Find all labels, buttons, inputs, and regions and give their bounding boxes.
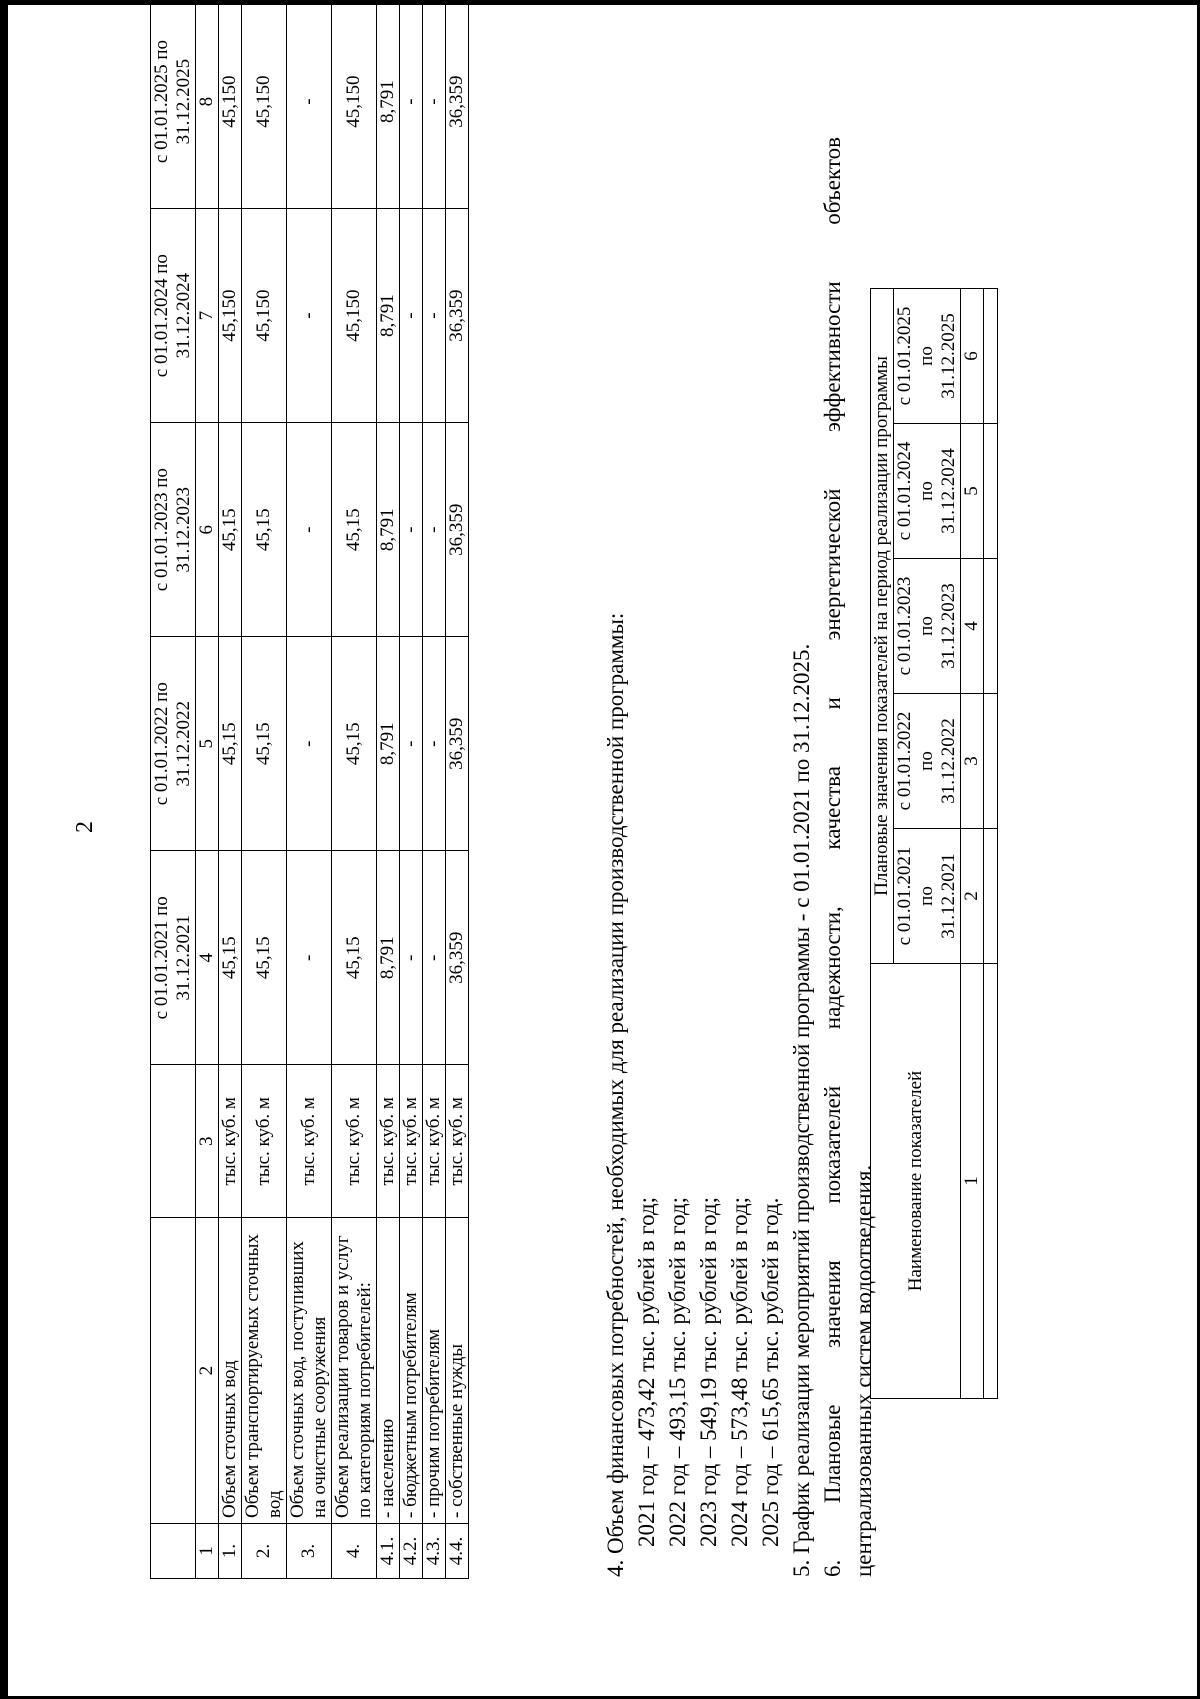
row-value: 36,359 — [446, 637, 469, 851]
row-value: 45,15 — [242, 637, 287, 851]
row-name: - населению — [377, 1218, 400, 1524]
row-value: 36,359 — [446, 851, 469, 1065]
period-header: с 01.01.2024 по 31.12.2024 — [894, 424, 961, 559]
row-number: 2. — [242, 1523, 287, 1578]
column-number: 6 — [196, 423, 219, 637]
column-number: 2 — [961, 829, 984, 964]
column-number: 3 — [196, 1065, 219, 1218]
row-value: 45,15 — [332, 423, 377, 637]
row-value: 45,15 — [242, 851, 287, 1065]
row-value: - — [423, 423, 446, 637]
row-name: Объем транспортируемых сточных вод — [242, 1218, 287, 1524]
row-name: - прочим потребителям — [423, 1218, 446, 1524]
column-number: 4 — [196, 851, 219, 1065]
row-value: 36,359 — [446, 209, 469, 423]
column-number-row — [961, 288, 984, 1398]
empty-cell — [984, 694, 998, 829]
column-number: 3 — [961, 694, 984, 829]
column-number: 5 — [196, 637, 219, 851]
row-unit: тыс. куб. м — [446, 1065, 469, 1218]
row-unit: тыс. куб. м — [332, 1065, 377, 1218]
table-row — [423, 0, 446, 1579]
empty-cell — [984, 424, 998, 559]
body-text — [600, 137, 879, 1577]
row-value: - — [400, 637, 423, 851]
row-value: - — [287, 423, 332, 637]
row-value: 36,359 — [446, 423, 469, 637]
row-value: - — [287, 0, 332, 209]
table-row — [219, 0, 242, 1579]
row-value: 8,791 — [377, 0, 400, 209]
row-value: 45,15 — [332, 851, 377, 1065]
row-value: 45,15 — [219, 851, 242, 1065]
header-period: с 01.01.2024 по 31.12.2024 — [151, 209, 196, 423]
column-number: 6 — [961, 288, 984, 423]
planned-values-header: Плановые значения показателей на период реализации программы — [871, 288, 894, 963]
row-value: 45,150 — [219, 0, 242, 209]
row-number: 3. — [287, 1523, 332, 1578]
table-row — [242, 0, 287, 1579]
row-value: - — [423, 209, 446, 423]
column-number: 1 — [196, 1523, 219, 1578]
row-value: 45,150 — [332, 0, 377, 209]
row-number: 4.1. — [377, 1523, 400, 1578]
section-6-text-line1: 6. Плановые значения показателей надежности, качества и энергетической эффективности объектов — [820, 137, 845, 1577]
column-number-row — [196, 0, 219, 1579]
header-cell-empty — [151, 1218, 196, 1524]
row-value: - — [287, 851, 332, 1065]
row-value: - — [287, 209, 332, 423]
period-header: с 01.01.2021 по 31.12.2021 — [894, 829, 961, 964]
row-unit: тыс. куб. м — [219, 1065, 242, 1218]
row-value: 8,791 — [377, 209, 400, 423]
empty-cell — [984, 829, 998, 964]
table-row — [332, 0, 377, 1579]
column-number: 1 — [961, 964, 984, 1399]
row-value: 45,15 — [219, 637, 242, 851]
row-name: - бюджетным потребителям — [400, 1218, 423, 1524]
row-unit: тыс. куб. м — [242, 1065, 287, 1218]
row-name: - собственные нужды — [446, 1218, 469, 1524]
header-period: с 01.01.2023 по 31.12.2023 — [151, 423, 196, 637]
row-value: - — [423, 637, 446, 851]
row-number: 4. — [332, 1523, 377, 1578]
row-unit: тыс. куб. м — [423, 1065, 446, 1218]
row-value: - — [400, 209, 423, 423]
row-value: 8,791 — [377, 637, 400, 851]
table-header-row — [151, 0, 196, 1579]
financial-item: 2025 год – 615,65 тыс. рублей в год. — [758, 1197, 783, 1547]
row-number: 4.2. — [400, 1523, 423, 1578]
row-value: 45,15 — [332, 637, 377, 851]
table-row — [377, 0, 400, 1579]
financial-item: 2024 год – 573,48 тыс. рублей в год; — [727, 1196, 752, 1547]
financial-item: 2022 год – 493,15 тыс. рублей в год; — [665, 1196, 690, 1547]
production-volume-table — [150, 0, 469, 1579]
column-number: 8 — [196, 0, 219, 209]
financial-item: 2021 год – 473,42 тыс. рублей в год; — [634, 1196, 659, 1547]
period-header: с 01.01.2023 по 31.12.2023 — [894, 559, 961, 694]
page-number: 2 — [72, 821, 98, 833]
row-name: Объем сточных вод, поступивших на очистные сооружения — [287, 1218, 332, 1524]
column-number: 2 — [196, 1218, 219, 1524]
row-value: 45,150 — [332, 209, 377, 423]
empty-cell — [984, 964, 998, 1399]
header-period: с 01.01.2022 по 31.12.2022 — [151, 637, 196, 851]
section-5-text: 5. График реализации мероприятий производственной программы - с 01.01.2021 по 31.12.2025. — [789, 643, 814, 1577]
column-number: 5 — [961, 424, 984, 559]
row-value: - — [400, 0, 423, 209]
row-value: - — [400, 851, 423, 1065]
row-unit: тыс. куб. м — [287, 1065, 332, 1218]
row-value: - — [423, 0, 446, 209]
row-number: 1. — [219, 1523, 242, 1578]
planned-indicators-table — [870, 288, 998, 1399]
financial-item: 2023 год – 549,19 тыс. рублей в год; — [696, 1196, 721, 1547]
period-header: с 01.01.2025 по 31.12.2025 — [894, 288, 961, 423]
table-row — [446, 0, 469, 1579]
indicator-name-header: Наименование показателей — [871, 964, 961, 1399]
table-header-row — [871, 288, 894, 1398]
period-header: с 01.01.2022 по 31.12.2022 — [894, 694, 961, 829]
row-number: 4.3. — [423, 1523, 446, 1578]
empty-cell — [984, 288, 998, 423]
header-period: с 01.01.2021 по 31.12.2021 — [151, 851, 196, 1065]
header-cell-empty — [151, 1065, 196, 1218]
row-number: 4.4. — [446, 1523, 469, 1578]
row-value: 8,791 — [377, 851, 400, 1065]
row-value: 45,150 — [242, 0, 287, 209]
row-value: - — [400, 423, 423, 637]
row-value: 45,150 — [242, 209, 287, 423]
section-4-heading: 4. Объем финансовых потребностей, необходимых для реализации производственной программы: — [603, 612, 628, 1577]
row-value: 8,791 — [377, 423, 400, 637]
header-period: с 01.01.2025 по 31.12.2025 — [151, 0, 196, 209]
row-value: 45,15 — [242, 423, 287, 637]
row-unit: тыс. куб. м — [377, 1065, 400, 1218]
header-cell-empty — [151, 1523, 196, 1578]
table-row — [287, 0, 332, 1579]
row-value: - — [287, 637, 332, 851]
row-name: Объем сточных вод — [219, 1218, 242, 1524]
table-row — [400, 0, 423, 1579]
row-unit: тыс. куб. м — [400, 1065, 423, 1218]
empty-cell — [984, 559, 998, 694]
column-number: 4 — [961, 559, 984, 694]
row-value: 45,15 — [219, 423, 242, 637]
row-name: Объем реализации товаров и услуг по категориям потребителей: — [332, 1218, 377, 1524]
column-number: 7 — [196, 209, 219, 423]
row-value: 45,150 — [219, 209, 242, 423]
row-value: 36,359 — [446, 0, 469, 209]
section-6-text-line2: централизованных систем водоотведения. — [851, 1164, 876, 1577]
row-value: - — [423, 851, 446, 1065]
empty-row — [984, 288, 998, 1398]
